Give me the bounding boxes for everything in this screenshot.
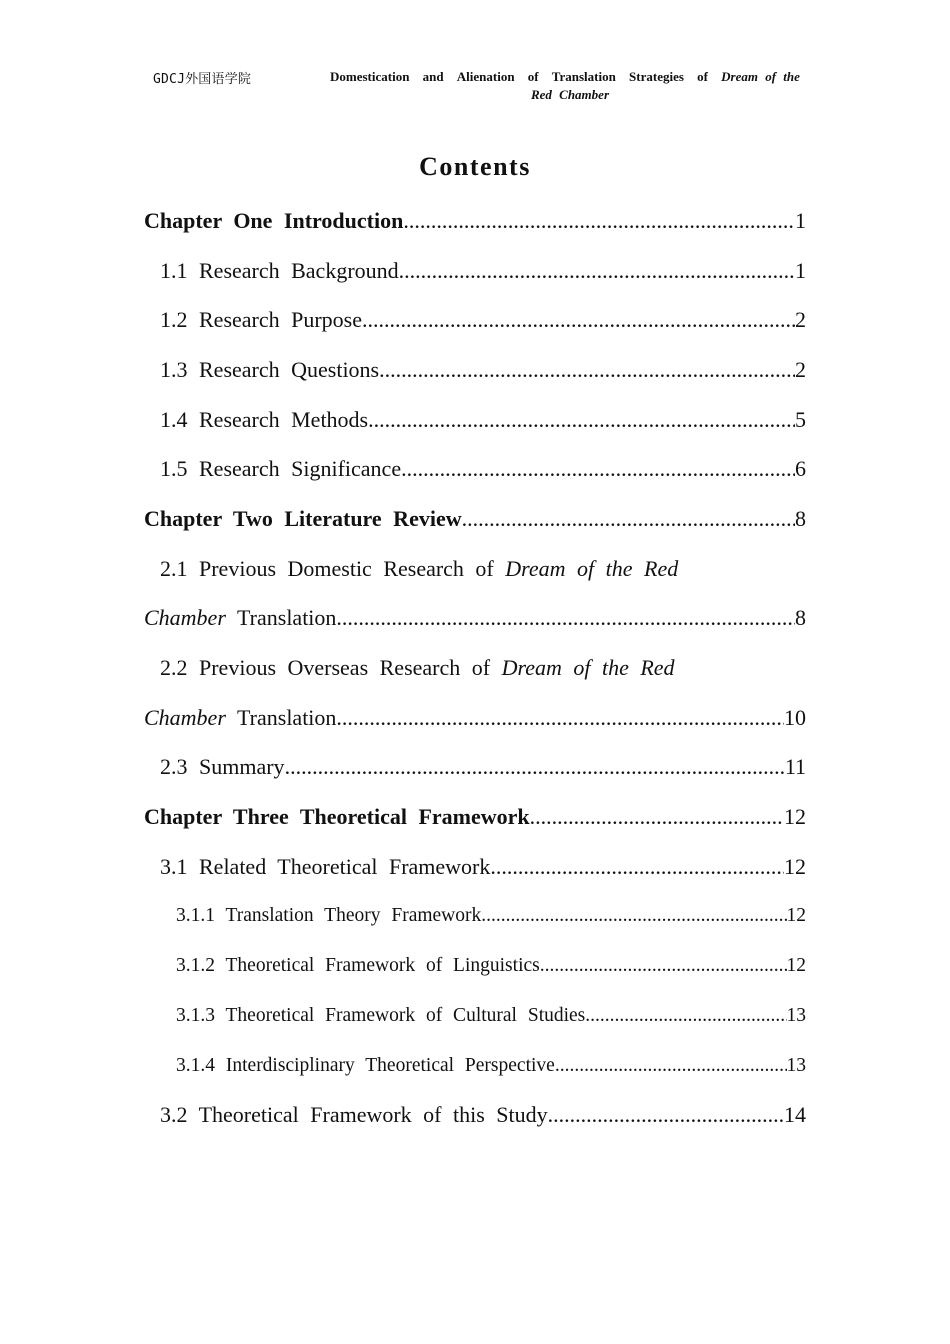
toc-entry-italic-title: Chamber (144, 704, 226, 730)
contents-title: Contents (419, 152, 531, 181)
toc-leader-dots (540, 955, 787, 977)
toc-entry-italic-title: Dream of the Red (501, 655, 675, 681)
toc-page-number: 13 (786, 1054, 806, 1076)
toc-entry-label: 1.5 Research Significance (160, 456, 402, 482)
header-word: Translation (551, 69, 616, 84)
toc-page-number: 8 (795, 605, 806, 631)
toc-page-number: 2 (795, 307, 806, 333)
toc-page-number: 11 (784, 754, 806, 780)
toc-entry-prefix: 2.2 Previous Overseas Research of (160, 655, 491, 681)
toc-leader-dots (462, 506, 795, 532)
toc-leader-dots (555, 1055, 787, 1077)
toc-leader-dots (548, 1102, 784, 1128)
header-title-line1 (330, 68, 800, 86)
toc-entry-1-3[interactable] (144, 345, 806, 395)
toc-entry-1-4[interactable] (144, 395, 806, 445)
toc-entry-label: 3.1.2 Theoretical Framework of Linguistics (176, 955, 540, 977)
toc-leader-dots (403, 208, 795, 234)
toc-entry-suffix: Translation (237, 605, 337, 631)
toc-entry-label: 3.1.1 Translation Theory Framework (176, 905, 482, 927)
toc-entry-label: Chapter Two Literature Review (144, 505, 462, 531)
toc-page-number: 2 (795, 356, 806, 382)
toc-entry-label: 2.3 Summary (160, 754, 285, 780)
header-institution: GDCJ外国语学院 (153, 72, 252, 87)
toc-entry-label: 1.1 Research Background (160, 257, 399, 283)
toc-entry-label: 3.1.4 Interdisciplinary Theoretical Perspective (176, 1054, 555, 1076)
toc-entry-chapter-three[interactable] (144, 792, 806, 842)
toc-page-number: 8 (795, 505, 806, 531)
toc-entry-2-1-line1[interactable] (144, 544, 806, 594)
toc-entry-label: Chapter One Introduction (144, 207, 404, 233)
header-word: and (422, 69, 444, 84)
header-thesis-title (330, 68, 800, 104)
toc-entry-italic-title: Chamber (144, 605, 226, 631)
toc-entry-label: 3.1 Related Theoretical Framework (160, 853, 491, 879)
toc-page-number: 12 (786, 955, 806, 977)
toc-entry-label (144, 705, 336, 731)
toc-entry-label: 1.3 Research Questions (160, 356, 380, 382)
toc-entry-suffix: Translation (237, 704, 337, 730)
toc-entry-3-1-2[interactable] (144, 941, 806, 991)
toc-leader-dots (401, 456, 795, 482)
header-word: of (697, 69, 708, 84)
header-word: Strategies (629, 69, 684, 84)
toc-entry-3-2[interactable] (144, 1090, 806, 1140)
toc-entry-2-3[interactable] (144, 743, 806, 793)
toc-leader-dots (585, 1005, 786, 1027)
toc-page-number: 12 (784, 853, 806, 879)
toc-entry-3-1-4[interactable] (144, 1041, 806, 1091)
toc-entry-italic-title: Dream of the Red (505, 555, 679, 581)
toc-entry-chapter-one[interactable] (144, 196, 806, 246)
toc-page-number: 13 (786, 1004, 806, 1026)
toc-entry-chapter-two[interactable] (144, 494, 806, 544)
toc-page-number: 1 (795, 207, 806, 233)
table-of-contents (144, 196, 806, 1140)
header-italic-title: Dream of the (721, 69, 800, 84)
toc-page-number: 5 (795, 406, 806, 432)
toc-leader-dots (336, 705, 784, 731)
toc-entry-label: 3.2 Theoretical Framework of this Study (160, 1102, 548, 1128)
toc-page-number: 10 (784, 704, 806, 730)
toc-entry-label: 3.1.3 Theoretical Framework of Cultural Studies (176, 1004, 586, 1026)
toc-entry-3-1-1[interactable] (144, 892, 806, 942)
toc-entry-label (160, 556, 678, 582)
toc-entry-label: 1.2 Research Purpose (160, 307, 363, 333)
toc-page-number: 12 (784, 804, 806, 830)
toc-leader-dots (285, 754, 785, 780)
toc-page-number: 6 (795, 456, 806, 482)
toc-entry-label (144, 605, 336, 631)
header-word: of (527, 69, 539, 84)
toc-entry-1-1[interactable] (144, 246, 806, 296)
toc-entry-label (160, 655, 675, 681)
toc-page-number: 1 (795, 257, 806, 283)
toc-entry-2-1-line2[interactable] (144, 594, 806, 644)
toc-leader-dots (399, 258, 795, 284)
toc-leader-dots (368, 407, 795, 433)
toc-leader-dots (490, 854, 784, 880)
header-word: Domestication (330, 69, 410, 84)
toc-entry-1-2[interactable] (144, 295, 806, 345)
toc-entry-1-5[interactable] (144, 444, 806, 494)
toc-entry-2-2-line1[interactable] (144, 643, 806, 693)
toc-leader-dots (336, 605, 795, 631)
toc-entry-3-1[interactable] (144, 842, 806, 892)
toc-entry-3-1-3[interactable] (144, 991, 806, 1041)
header-word: Alienation (456, 69, 515, 84)
toc-entry-label: 1.4 Research Methods (160, 406, 369, 432)
toc-entry-prefix: 2.1 Previous Domestic Research of (160, 555, 494, 581)
toc-leader-dots (362, 307, 795, 333)
header-title-line2 (330, 86, 800, 104)
toc-page-number: 12 (786, 905, 806, 927)
toc-leader-dots (481, 905, 786, 927)
toc-leader-dots (530, 804, 784, 830)
toc-entry-2-2-line2[interactable] (144, 693, 806, 743)
toc-entry-label: Chapter Three Theoretical Framework (144, 804, 530, 830)
toc-leader-dots (379, 357, 795, 383)
header-italic-title-cont: Red Chamber (530, 87, 610, 102)
toc-page-number: 14 (784, 1102, 806, 1128)
